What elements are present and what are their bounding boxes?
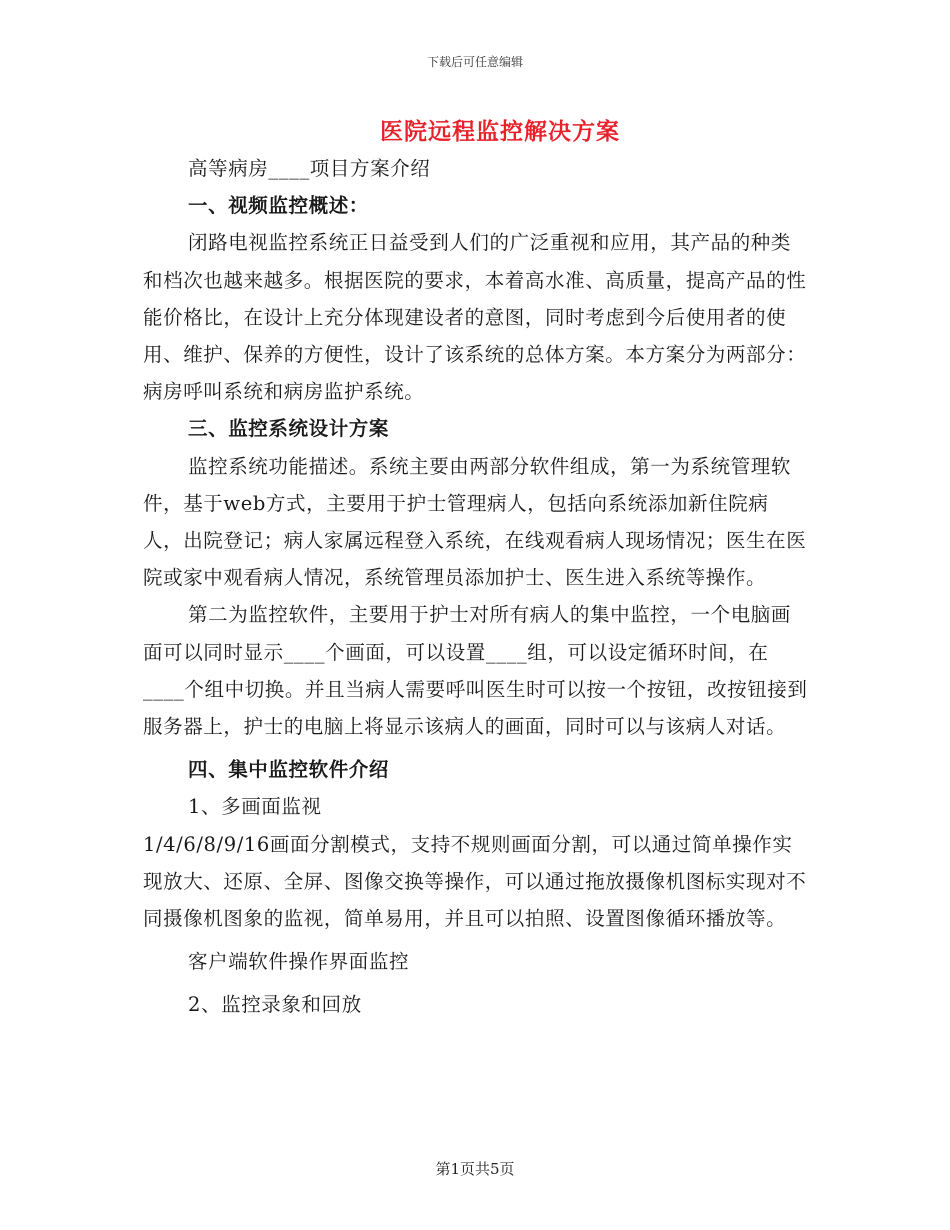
section-heading-software: 四、集中监控软件介绍	[188, 758, 390, 782]
document-title: 医院远程监控解决方案	[380, 118, 620, 145]
subheading-recording: 2、监控录象和回放	[188, 993, 362, 1017]
paragraph-management-software: 监控系统功能描述。系统主要由两部分软件组成，第一为系统管理软件，基于web方式，主要用于护士管理病人，包括向系统添加新住院病人，出院登记；病人家属远程登入系统，在线观看病人现场情况；医生在医院或家中观看病人情况，系统管理员添加护士、医生进入系统等操作。	[143, 454, 807, 590]
caption-client-ui: 客户端软件操作界面监控	[188, 950, 410, 974]
document-body	[143, 150, 808, 1024]
project-intro: 高等病房____项目方案介绍	[188, 157, 431, 180]
section-heading-design: 三、监控系统设计方案	[188, 417, 390, 441]
paragraph-overview: 闭路电视监控系统正日益受到人们的广泛重视和应用，其产品的种类和档次也越来越多。根据医院的要求，本着高水准、高质量，提高产品的性能价格比，在设计上充分体现建设者的意图，同时考虑到今后使用者的使用、维护、保养的方便性，设计了该系统的总体方案。本方案分为两部分：病房呼叫系统和病房监护系统。	[143, 231, 807, 404]
paragraph-multi-view: 1/4/6/8/9/16画面分割模式，支持不规则画面分割，可以通过简单操作实现放大、还原、全屏、图像交换等操作，可以通过拖放摄像机图标实现对不同摄像机图象的监视，简单易用，并且可以拍照、设置图像循环播放等。	[143, 832, 807, 931]
paragraph-monitoring-software: 第二为监控软件，主要用于护士对所有病人的集中监控，一个电脑画面可以同时显示____个画面，可以设置____组，可以设定循环时间，在____个组中切换。并且当病人需要呼叫医生时可以按一个按钮，改按钮接到服务器上，护士的电脑上将显示该病人的画面，同时可以与该病人对话。	[143, 603, 808, 739]
subheading-multi-view: 1、多画面监视	[188, 795, 322, 819]
page-header: 下载后可任意编辑	[426, 55, 523, 69]
page-footer: 第1页共5页	[435, 1160, 515, 1178]
section-heading-overview: 一、视频监控概述：	[188, 194, 369, 218]
